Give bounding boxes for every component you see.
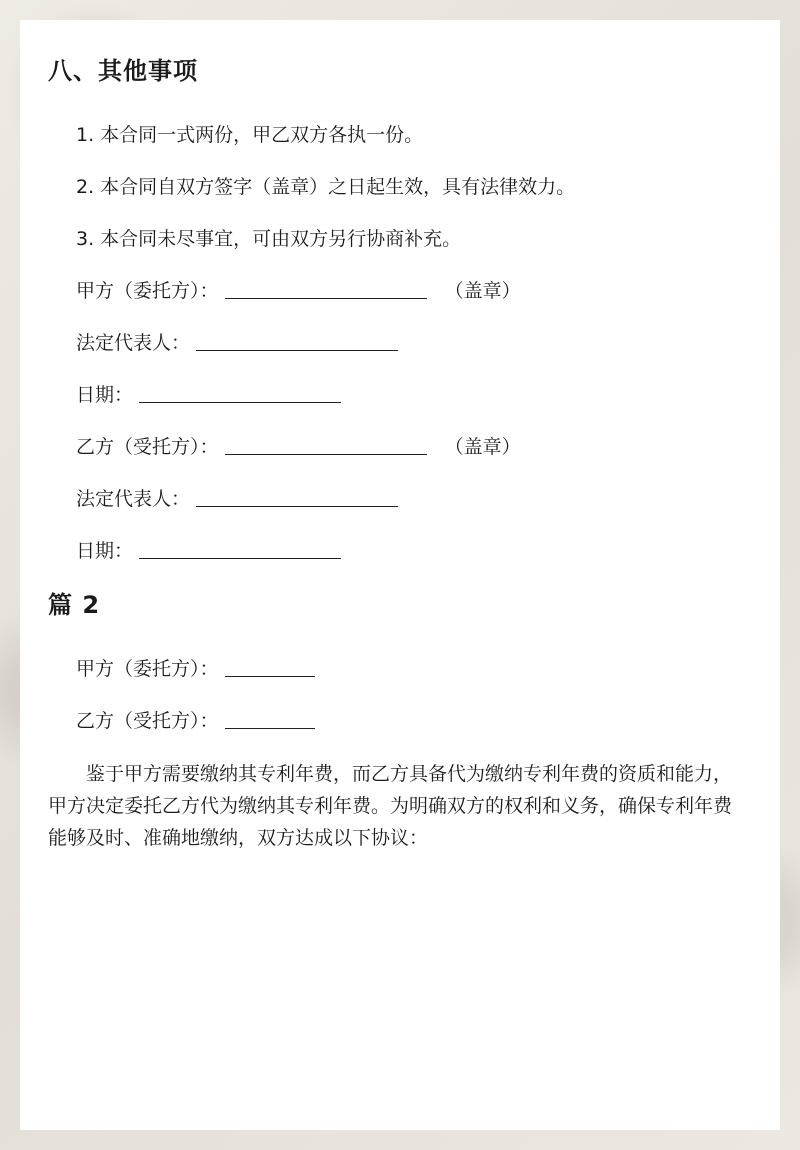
clause-item: 1. 本合同一式两份，甲乙双方各执一份。 — [76, 124, 424, 146]
seal-label: （盖章） — [444, 436, 521, 458]
preamble-paragraph: 鉴于甲方需要缴纳其专利年费，而乙方具备代为缴纳专利年费的资质和能力，甲方决定委托乙方代为缴纳其专利年费。为明确双方的权利和义务，确保专利年费能够及时、准确地缴纳，双方达成以下协议： — [48, 763, 733, 849]
party-b-blank[interactable] — [225, 706, 315, 729]
document-page — [20, 20, 780, 1130]
date-a-label: 日期： — [76, 384, 134, 406]
party-b-blank[interactable] — [225, 432, 427, 455]
date-b-line — [76, 536, 752, 566]
date-a-blank[interactable] — [139, 380, 341, 403]
date-b-label: 日期： — [76, 540, 134, 562]
party-a-blank[interactable] — [225, 654, 315, 677]
rep-b-blank[interactable] — [196, 484, 398, 507]
rep-b-label: 法定代表人： — [76, 488, 191, 510]
party-a-blank[interactable] — [225, 276, 427, 299]
section-heading: 八、其他事项 — [48, 57, 198, 85]
rep-a-label: 法定代表人： — [76, 332, 191, 354]
party-b-label: 乙方（受托方）： — [76, 436, 219, 458]
date-b-blank[interactable] — [139, 536, 341, 559]
rep-a-blank[interactable] — [196, 328, 398, 351]
party-a-signature-line — [76, 276, 752, 306]
rep-b-signature-line — [76, 484, 752, 514]
section-heading: 篇 2 — [48, 591, 101, 619]
party-a-label: 甲方（委托方）： — [76, 658, 219, 680]
date-a-line — [76, 380, 752, 410]
party-b-label: 乙方（受托方）： — [76, 710, 219, 732]
seal-label: （盖章） — [444, 280, 521, 302]
party-b-line — [76, 706, 752, 736]
clause-item: 2. 本合同自双方签字（盖章）之日起生效，具有法律效力。 — [76, 176, 576, 198]
party-b-signature-line — [76, 432, 752, 462]
party-a-label: 甲方（委托方）： — [76, 280, 219, 302]
party-a-line — [76, 654, 752, 684]
rep-a-signature-line — [76, 328, 752, 358]
clause-item: 3. 本合同未尽事宜，可由双方另行协商补充。 — [76, 228, 462, 250]
